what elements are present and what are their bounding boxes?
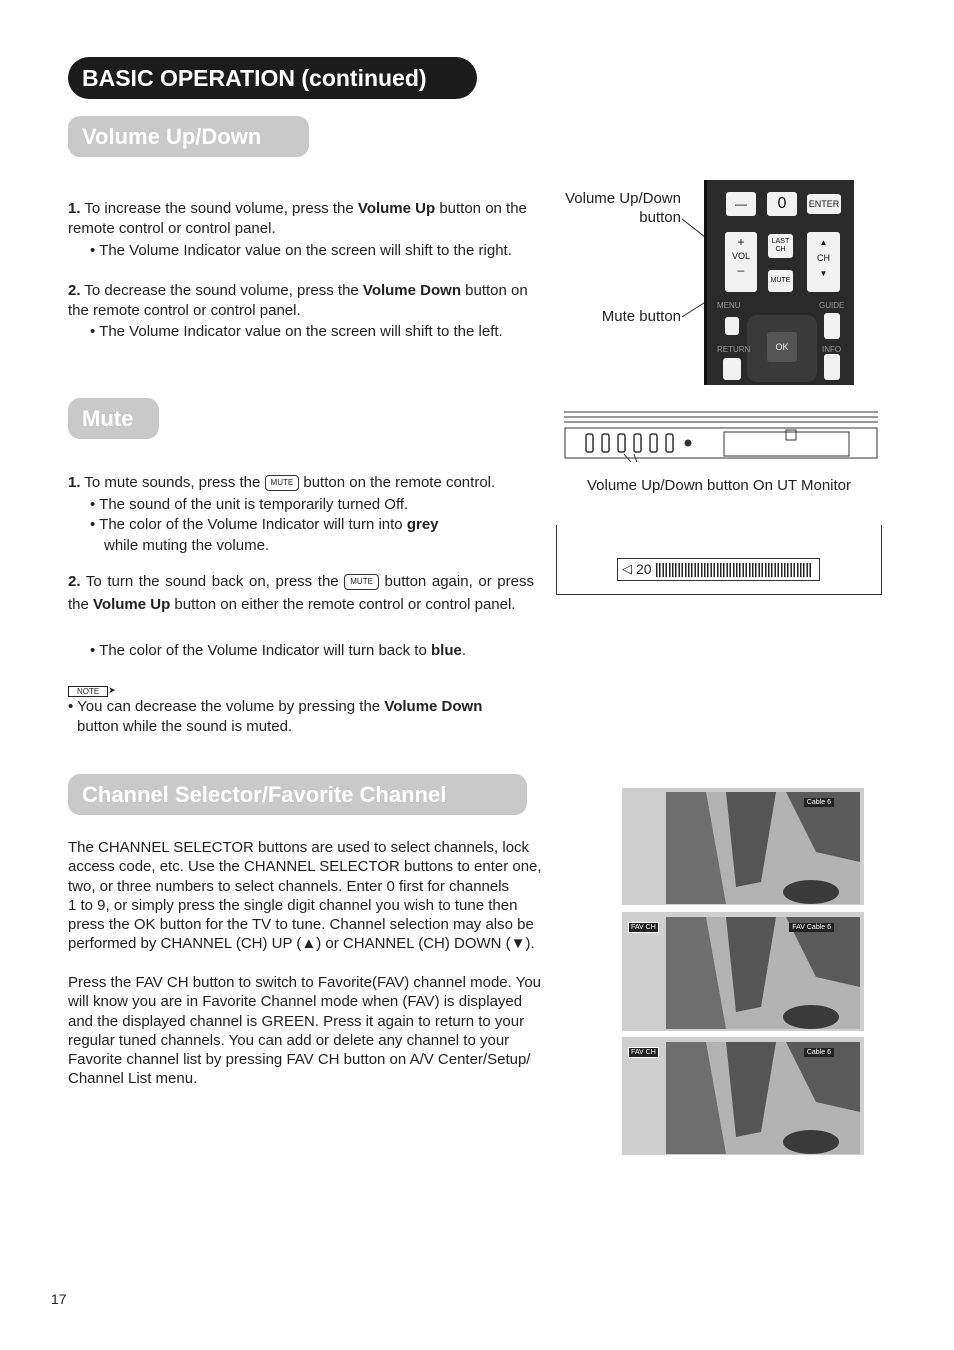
last-ch-key: LAST CH <box>768 234 793 258</box>
channel-key: ▲ CH ▼ <box>807 232 840 292</box>
note-text-cont: button while the sound is muted. <box>77 718 293 735</box>
label-volume-button: Volume Up/Down button <box>565 190 681 226</box>
fav-ch-key-icon: FAV CH <box>628 1047 659 1058</box>
ok-key: OK <box>767 332 797 362</box>
channel-paragraph-2: Press the FAV CH button to switch to Favorite(FAV) channel mode. You will know you are in Favorite Channel mode when (FAV) is displayed and the displayed channel is GREEN. Press it again to return to your regular tuned channels. You can add or delete any channel to your Favorite channel list by pressing FAV CH button on A/V Center/Setup/ Channel List menu. <box>68 974 542 1088</box>
guide-key <box>824 313 840 339</box>
info-key <box>824 354 840 380</box>
mute-step-2-bullet: • The color of the Volume Indicator will turn back to blue. <box>90 642 467 659</box>
volume-step-2: 2. To decrease the sound volume, press the Volume Down button on the remote control or control panel. <box>68 282 528 319</box>
mute-key: MUTE <box>768 270 793 292</box>
info-label: INFO <box>822 345 842 354</box>
monitor-label: Volume Up/Down button On UT Monitor <box>586 477 852 494</box>
football-photo <box>666 1042 860 1154</box>
note-arrow-icon: ➤ <box>108 685 116 695</box>
section-banner: BASIC OPERATION (continued) <box>68 57 477 99</box>
mute-key-icon: MUTE <box>265 475 300 491</box>
channel-osd: FAV Cable 6 <box>789 923 834 932</box>
volume-step-1-bullet: • The Volume Indicator value on the screen will shift to the right. <box>90 242 512 259</box>
menu-label: MENU <box>717 301 741 310</box>
monitor-illustration <box>564 410 878 462</box>
mute-step-1-bullet-2-cont: while muting the volume. <box>104 537 270 554</box>
remote-control <box>704 180 854 385</box>
return-label: RETURN <box>717 345 751 354</box>
channel-osd: Cable 6 <box>804 798 834 807</box>
dash-key: — <box>726 192 756 216</box>
volume-indicator <box>617 558 820 581</box>
football-image <box>666 1042 860 1154</box>
fav-ch-key-icon: FAV CH <box>628 922 659 933</box>
football-photo <box>666 917 860 1029</box>
mute-key-icon-2: MUTE <box>344 574 379 590</box>
menu-key <box>725 317 739 335</box>
return-key <box>723 358 741 380</box>
speaker-icon: ◁ <box>622 561 632 576</box>
screen-fav-on <box>622 912 864 1031</box>
mute-heading: Mute <box>68 398 159 439</box>
channel-osd: Cable 6 <box>804 1048 834 1057</box>
note-text: • You can decrease the volume by pressing the Volume Down <box>68 698 483 715</box>
channel-heading: Channel Selector/Favorite Channel <box>68 774 527 815</box>
mute-step-2: 2. To turn the sound back on, press the MUTE button again, or press the Volume Up button on either the remote control or control panel. <box>68 573 534 613</box>
guide-label: GUIDE <box>819 301 845 310</box>
mute-step-1: 1. To mute sounds, press the MUTE button on the remote control. <box>68 474 496 491</box>
football-image <box>666 917 860 1029</box>
volume-key: + VOL – <box>725 232 757 292</box>
label-mute-button: Mute button <box>601 308 681 325</box>
football-photo <box>666 792 860 904</box>
enter-key: ENTER <box>807 194 841 214</box>
page-number: 17 <box>51 1291 67 1307</box>
zero-key: 0 <box>767 192 797 216</box>
note-tag: NOTE ➤ <box>68 681 116 698</box>
volume-value: 20 <box>636 561 652 577</box>
screen-normal <box>622 788 864 905</box>
volume-step-1: 1. To increase the sound volume, press the Volume Up button on the remote control or control panel. <box>68 200 527 237</box>
volume-heading: Volume Up/Down <box>68 116 309 157</box>
football-image <box>666 792 860 904</box>
channel-paragraph-1: The CHANNEL SELECTOR buttons are used to select channels, lock access code, etc. Use the CHANNEL SELECTOR buttons to enter one, two, or three numbers to select channels. Enter 0 first for channels 1 to 9, or simply press the single digit channel you wish to tune then press the OK button for the TV to tune. Channel selection may also be performed by CHANNEL (CH) UP (▲) or CHANNEL (CH) DOWN (▼). <box>68 839 542 953</box>
volume-step-2-bullet: • The Volume Indicator value on the screen will shift to the left. <box>90 323 503 340</box>
mute-step-1-bullet-2: • The color of the Volume Indicator will turn into grey <box>90 516 439 533</box>
screen-fav-off <box>622 1037 864 1155</box>
mute-step-1-bullet-1: • The sound of the unit is temporarily turned Off. <box>90 496 409 513</box>
volume-bars <box>656 563 812 577</box>
